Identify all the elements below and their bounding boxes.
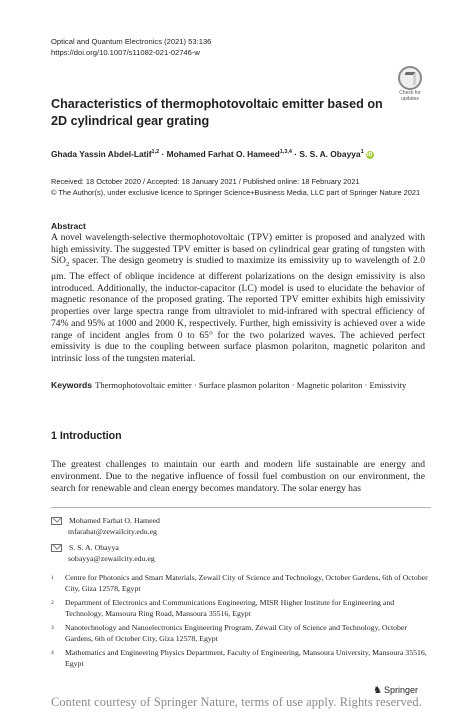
author-separator: · <box>159 148 167 159</box>
author-name[interactable]: Mohamed Farhat O. Hameed <box>166 148 280 159</box>
dates-line: Received: 18 October 2020 / Accepted: 18 January 2021 / Published online: 18 February 2021 <box>51 177 360 186</box>
affiliation-item <box>51 648 431 669</box>
keywords <box>51 380 425 392</box>
check-updates-icon <box>398 66 422 90</box>
affiliation-number: 4 <box>51 650 54 656</box>
journal-header <box>51 36 211 58</box>
orcid-icon[interactable]: iD <box>366 151 373 158</box>
publication-dates <box>51 177 431 198</box>
author-separator: · <box>291 148 300 159</box>
author-name[interactable]: Ghada Yassin Abdel-Latif <box>51 148 152 159</box>
affiliation-item <box>51 623 431 644</box>
publisher-name: Springer <box>383 685 418 695</box>
contact-name: S. S. A. Obayya <box>69 543 119 552</box>
journal-citation: Optical and Quantum Electronics (2021) 53:136 <box>51 37 212 46</box>
affiliation-text: Department of Electronics and Communications Engineering, MISR Higher Institute for Engineering and Technology, Mansoura Ring Road, Mansoura 35516, Egypt <box>65 598 395 618</box>
envelope-icon <box>51 517 62 525</box>
keywords-text: Thermophotovoltaic emitter · Surface plasmon polariton · Magnetic polariton · Emissivity <box>95 380 407 390</box>
keywords-label: Keywords <box>51 380 93 390</box>
footnote-divider <box>51 507 431 508</box>
author-affil-sup: 1,3,4 <box>279 149 292 155</box>
introduction-text: The greatest challenges to maintain our earth and modern life sustainable are energy and environment. Due to the negative influence of fossil fuel combustion on our environment, the search for renewable and clean energy becomes mandatory. The solar energy has <box>51 459 425 494</box>
author-list <box>51 146 431 160</box>
courtesy-notice: Content courtesy of Springer Nature, terms of use apply. Rights reserved. <box>51 695 422 709</box>
affiliation-text: Centre for Photonics and Smart Materials, Zewail City of Science and Technology, October Gardens, 6th of October City, Giza 12578, Egypt <box>65 573 428 593</box>
contact-email[interactable]: sobayya@zewailcity.edu.eg <box>68 553 155 563</box>
envelope-icon <box>51 544 62 552</box>
contact-email[interactable]: mfarahat@zewailcity.edu.eg <box>68 526 157 536</box>
paper-title: Characteristics of thermophotovoltaic emitter based on 2D cylindrical gear grating <box>51 97 383 128</box>
copyright-line: © The Author(s), under exclusive licence to Springer Science+Business Media, LLC part of Springer Nature 2021 <box>51 187 421 197</box>
contact-block <box>51 516 160 537</box>
affiliation-text: Mathematics and Engineering Physics Department, Faculty of Engineering, Mansoura University, Mansoura 35516, Egypt <box>65 648 427 668</box>
contact-name: Mohamed Farhat O. Hameed <box>69 516 160 525</box>
affiliation-number: 3 <box>51 625 54 631</box>
check-for-updates-badge[interactable] <box>393 66 427 102</box>
abstract-text: A novel wavelength-selective thermophotovoltaic (TPV) emitter is proposed and analyzed with high emissivity. The suggested TPV emitter is based on cylindrical gear grating of tungsten with SiO$_2$ spacer. The design geometry is studied to maximize its emissivity up to wavelength of 2.0 μm. The effect of oblique incidence at different polarizations on the design emissivity is also introduced. Additionally, the inductor-capacitor (LC) model is used to elucidate the behavior of magnetic resonance of the proposed grating. The reported TPV emitter exhibits high emissivity properties over large spectra range from ultraviolet to mid-infrared with spectral efficiency of 74% and 95% at 1000 and 2000 K, respectively. Further, high emissivity is achieved over a wide range of incident angles from 0 to 65° for the two polarized waves. The achieved perfect emissivity is due to the coupling between surface plasmon polariton, magnetic polariton and intrinsic loss of the tungsten material. <box>51 232 425 364</box>
affiliation-number: 1 <box>51 575 54 581</box>
affiliation-item <box>51 598 431 619</box>
author-affil-sup: 1 <box>360 149 364 155</box>
doi-link[interactable]: https://doi.org/10.1007/s11082-021-02746-w <box>51 48 200 57</box>
affiliation-text: Nanotechnology and Nanoelectronics Engineering Program, Zewail City of Science and Technology, October Gardens, 6th of October City, Giza 12578, Egypt <box>65 623 407 643</box>
contact-block <box>51 543 155 564</box>
affiliation-number: 2 <box>51 600 54 606</box>
abstract-heading: Abstract <box>51 221 86 231</box>
author-affil-sup: 1,2 <box>151 149 160 155</box>
section-heading-introduction: 1 Introduction <box>51 430 122 442</box>
springer-horse-icon: ♞ <box>373 685 382 696</box>
author-name[interactable]: S. S. A. Obayya <box>299 148 361 159</box>
affiliation-item <box>51 573 431 594</box>
check-updates-label: Check for updates <box>399 90 421 102</box>
